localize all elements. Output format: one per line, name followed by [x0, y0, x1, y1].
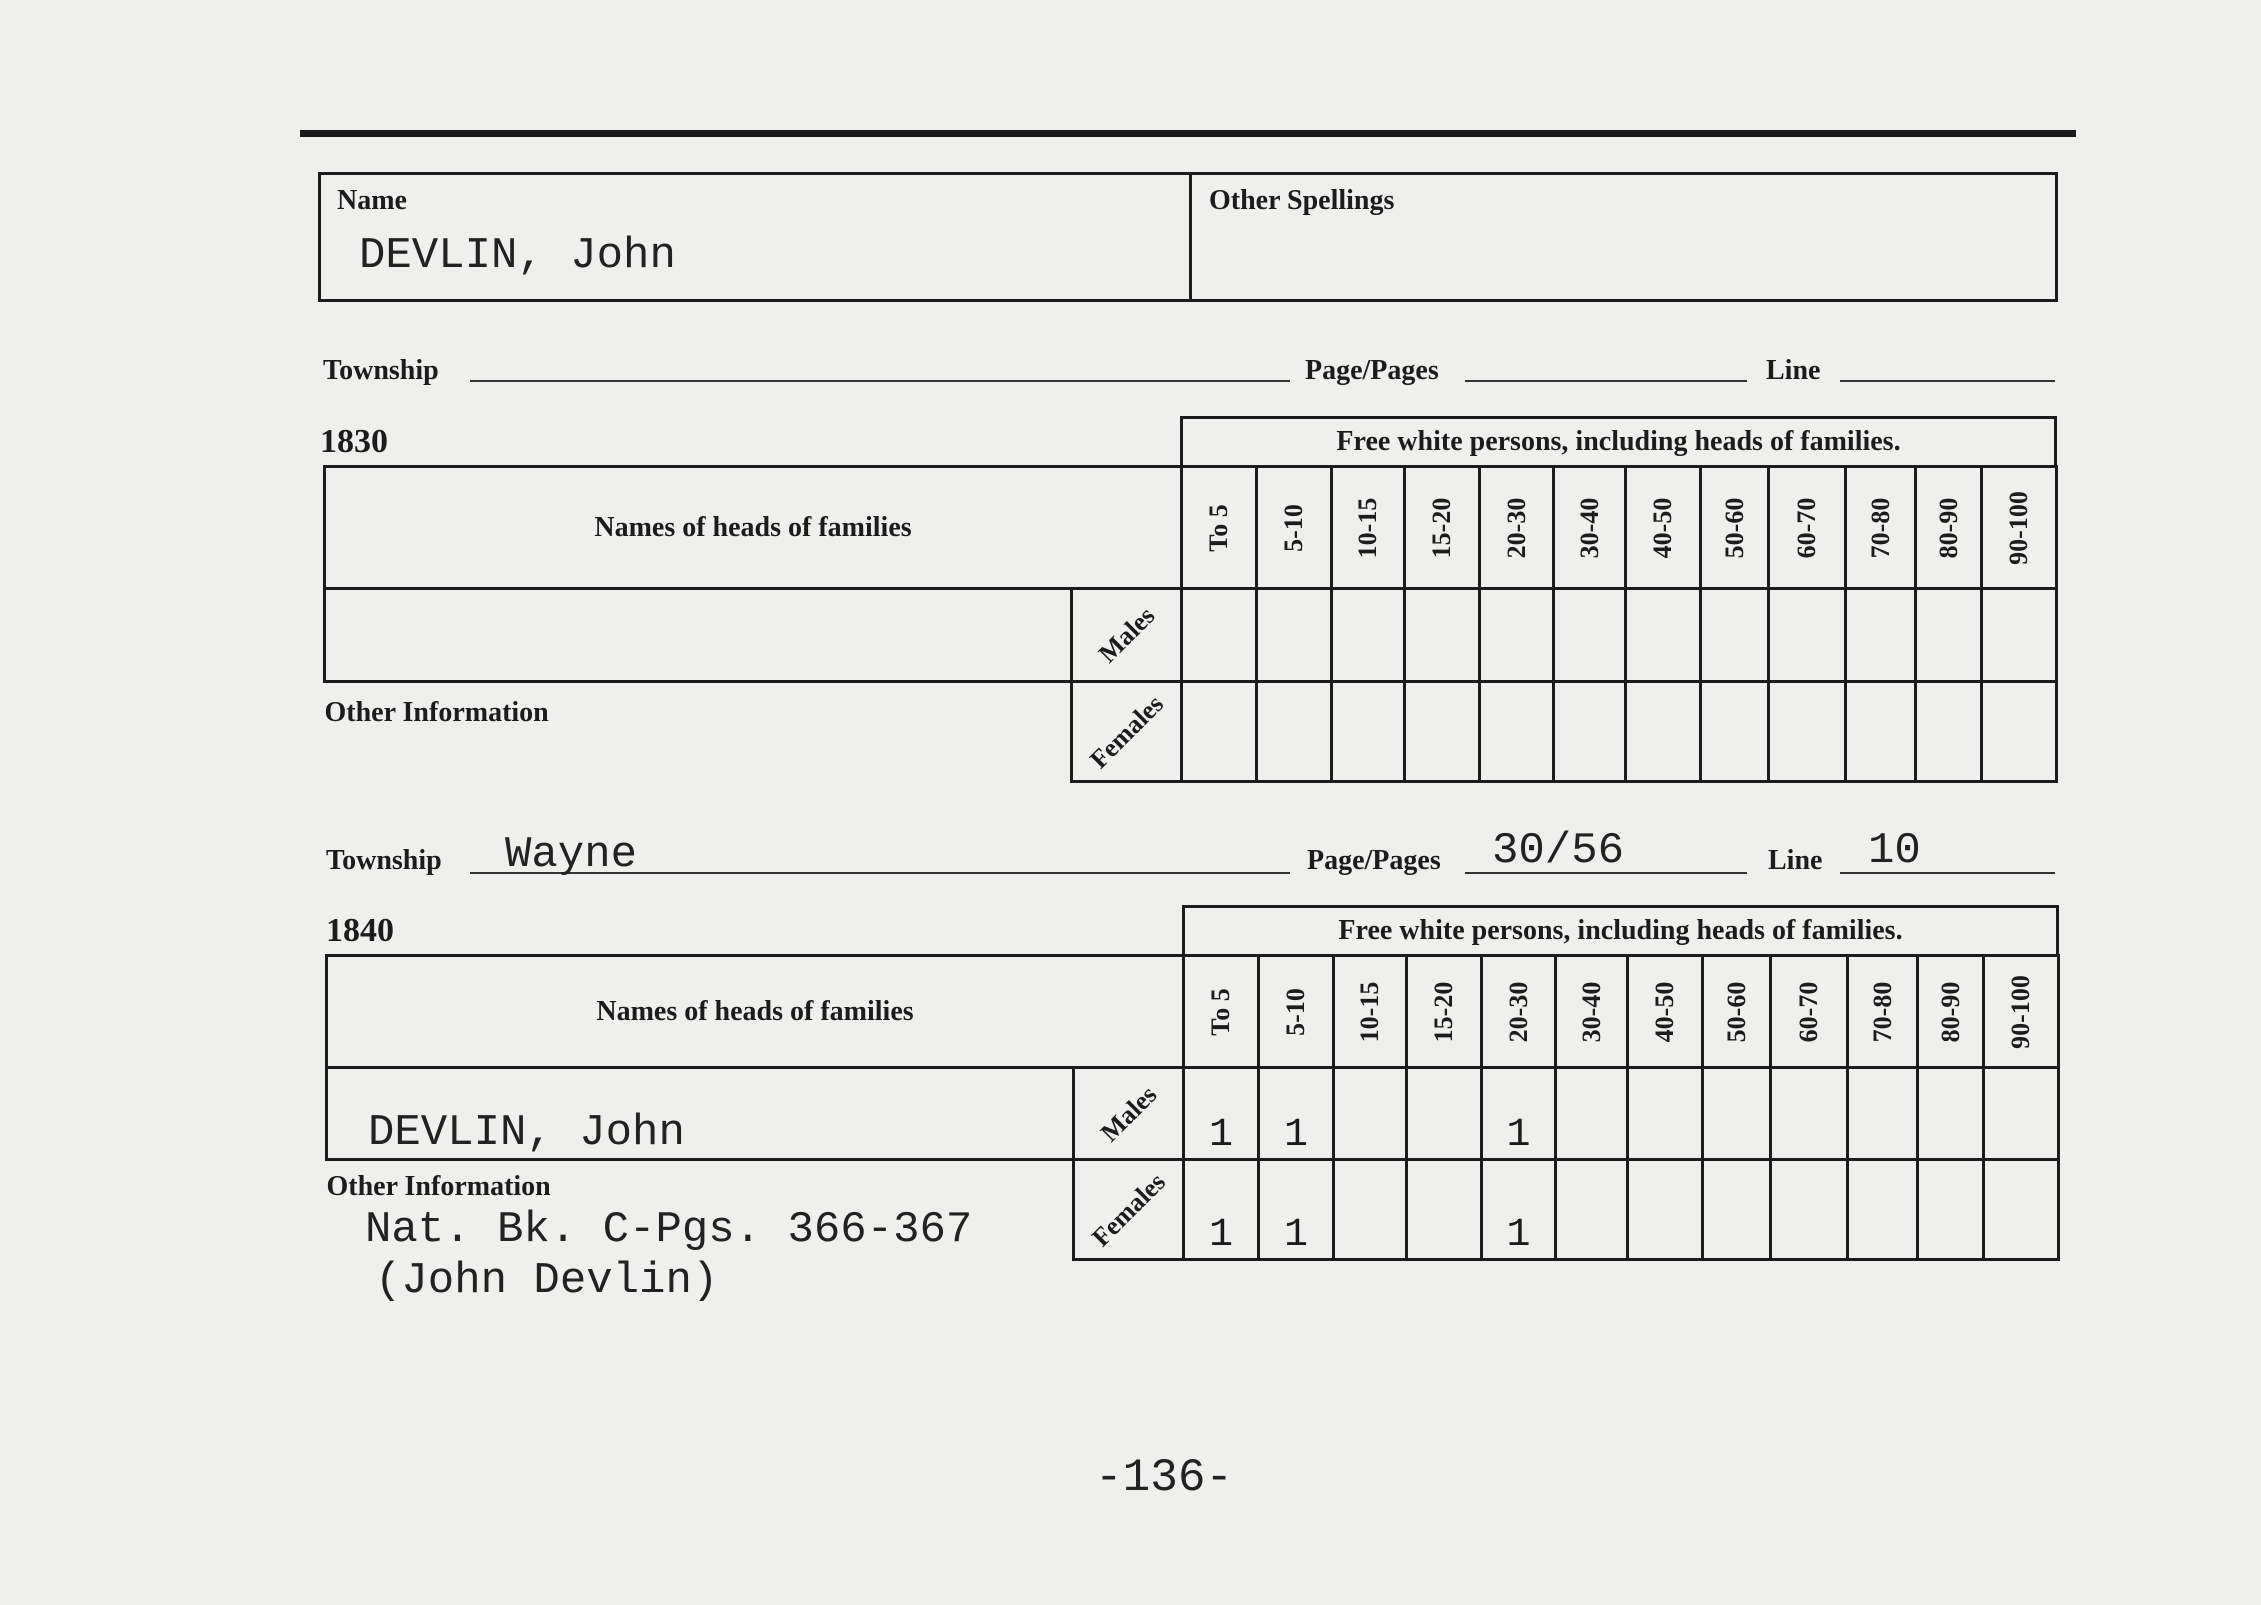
line-label-1840: Line	[1768, 845, 1823, 876]
line-value-1840: 10	[1868, 826, 1921, 876]
age-header-1840	[1848, 956, 1918, 1068]
female-count-cell	[1846, 682, 1916, 782]
age-label: 15-20	[1429, 981, 1458, 1042]
male-count-cell	[1701, 589, 1769, 682]
other-info-label-1830: Other Information	[324, 697, 549, 728]
age-label: 30-40	[1574, 497, 1604, 558]
female-count-cell	[1334, 1160, 1407, 1260]
age-header-1830	[1916, 467, 1982, 589]
age-header-1840	[1984, 956, 2059, 1068]
name-box	[318, 172, 2058, 302]
age-header-1830	[1257, 467, 1332, 589]
names-heads-header-1840	[327, 956, 1184, 1068]
female-count-cell	[1916, 682, 1982, 782]
head-name-cell-1840	[327, 1068, 1074, 1160]
age-header-1830	[1554, 467, 1626, 589]
other-spellings-label: Other Spellings	[1209, 185, 1395, 216]
female-count-cell	[1771, 1160, 1848, 1260]
age-header-1830	[1182, 467, 1257, 589]
age-label: 20-30	[1501, 497, 1531, 558]
female-count-cell	[1259, 1160, 1334, 1260]
line-line-1830	[1840, 380, 2055, 382]
female-count-cell	[1769, 682, 1846, 782]
male-count-cell	[1771, 1068, 1848, 1160]
township-line-1830	[470, 380, 1290, 382]
male-count-cell	[1769, 589, 1846, 682]
female-count-cell	[1257, 682, 1332, 782]
male-count-cell	[1626, 589, 1701, 682]
males-label-1840: Males	[1094, 1079, 1162, 1147]
age-label: 10-15	[1353, 497, 1382, 558]
age-label: 30-40	[1576, 981, 1606, 1042]
age-label: 80-90	[1935, 981, 1965, 1042]
other-info-line-2: (John Devlin)	[375, 1256, 719, 1306]
females-label-1840: Females	[1085, 1166, 1171, 1252]
age-label: 70-80	[1865, 497, 1895, 558]
other-info-cell-1830	[325, 682, 1072, 782]
females-label-1830: Females	[1083, 688, 1169, 774]
age-label: 5-10	[1279, 503, 1308, 552]
age-label: 70-80	[1867, 981, 1897, 1042]
female-count-cell	[1918, 1160, 1984, 1260]
head-name-cell-1830	[325, 589, 1072, 682]
male-count: 1	[1506, 1113, 1531, 1158]
female-count-cell	[1480, 682, 1554, 782]
male-count-cell	[1556, 1068, 1628, 1160]
page-label-1840: Page/Pages	[1307, 845, 1441, 876]
name-value: DEVLIN, John	[359, 231, 676, 281]
female-count: 1	[1506, 1213, 1531, 1258]
age-header-1830	[1701, 467, 1769, 589]
male-count: 1	[1283, 1113, 1308, 1158]
age-header-1830	[1480, 467, 1554, 589]
free-white-header-1840	[1182, 905, 2059, 957]
names-heads-label-1840: Names of heads of families	[596, 995, 914, 1027]
year-1840: 1840	[326, 912, 394, 949]
males-label-1830: Males	[1092, 600, 1160, 669]
page-value-1840: 30/56	[1492, 826, 1625, 876]
age-label: 10-15	[1355, 981, 1384, 1042]
female-count-cell	[1407, 1160, 1482, 1260]
top-rule	[300, 130, 2076, 137]
females-label-cell-1840	[1074, 1160, 1184, 1260]
age-header-1840	[1703, 956, 1771, 1068]
males-label-cell-1840	[1074, 1068, 1184, 1160]
female-count-cell	[1982, 682, 2057, 782]
age-header-1840	[1184, 956, 1259, 1068]
name-box-divider	[1189, 175, 1192, 299]
age-header-1830	[1405, 467, 1480, 589]
male-count-cell	[1554, 589, 1626, 682]
age-label: 50-60	[1719, 497, 1749, 558]
male-count-cell	[1916, 589, 1982, 682]
male-count-cell	[1846, 589, 1916, 682]
male-count-cell	[1257, 589, 1332, 682]
female-count-cell	[1482, 1160, 1556, 1260]
female-count-cell	[1556, 1160, 1628, 1260]
age-header-1840	[1259, 956, 1334, 1068]
age-header-1840	[1407, 956, 1482, 1068]
male-count-cell	[1848, 1068, 1918, 1160]
age-header-1840	[1556, 956, 1628, 1068]
female-count-cell	[1703, 1160, 1771, 1260]
female-count-cell	[1984, 1160, 2059, 1260]
female-count-cell	[1332, 682, 1405, 782]
females-label-cell-1830	[1072, 682, 1182, 782]
male-count-cell	[1184, 1068, 1259, 1160]
township-value-1840: Wayne	[505, 830, 638, 880]
male-count-cell	[1628, 1068, 1703, 1160]
age-label: 60-70	[1792, 497, 1821, 558]
page-label-1830: Page/Pages	[1305, 355, 1439, 386]
free-white-header-1830	[1180, 416, 2057, 468]
line-label-1830: Line	[1766, 355, 1821, 386]
male-count-cell	[1332, 589, 1405, 682]
age-label: 90-100	[2004, 490, 2033, 565]
age-label: 40-50	[1650, 981, 1679, 1042]
age-header-1830	[1332, 467, 1405, 589]
female-count-cell	[1182, 682, 1257, 782]
age-label: To 5	[1206, 987, 1235, 1036]
age-header-1840	[1482, 956, 1556, 1068]
free-white-label-1830: Free white persons, including heads of families.	[1336, 426, 1901, 457]
age-label: 90-100	[2006, 974, 2035, 1049]
age-header-1840	[1918, 956, 1984, 1068]
male-count-cell	[1334, 1068, 1407, 1160]
female-count-cell	[1184, 1160, 1259, 1260]
age-header-1830	[1846, 467, 1916, 589]
free-white-label-1840: Free white persons, including heads of families.	[1338, 915, 1903, 946]
age-label: 40-50	[1648, 497, 1677, 558]
age-label: 50-60	[1721, 981, 1751, 1042]
page-line-1830	[1465, 380, 1747, 382]
male-count-cell	[1703, 1068, 1771, 1160]
male-count: 1	[1208, 1113, 1233, 1158]
age-label: To 5	[1204, 503, 1233, 552]
page-number: -136-	[1095, 1452, 1234, 1504]
male-count-cell	[1982, 589, 2057, 682]
male-count-cell	[1482, 1068, 1556, 1160]
male-count-cell	[1407, 1068, 1482, 1160]
other-info-label-1840: Other Information	[326, 1171, 551, 1202]
male-count-cell	[1182, 589, 1257, 682]
female-count-cell	[1628, 1160, 1703, 1260]
female-count-cell	[1626, 682, 1701, 782]
age-header-1840	[1334, 956, 1407, 1068]
township-label-1830: Township	[323, 355, 439, 386]
names-heads-label-1830: Names of heads of families	[594, 511, 912, 543]
male-count-cell	[1259, 1068, 1334, 1160]
age-label: 20-30	[1503, 981, 1533, 1042]
female-count: 1	[1208, 1213, 1233, 1258]
age-header-1830	[1626, 467, 1701, 589]
male-count-cell	[1405, 589, 1480, 682]
female-count-cell	[1554, 682, 1626, 782]
male-count-cell	[1480, 589, 1554, 682]
name-label: Name	[337, 185, 407, 216]
age-header-1840	[1628, 956, 1703, 1068]
other-info-line-1: Nat. Bk. C-Pgs. 366-367	[365, 1205, 973, 1255]
year-1830: 1830	[320, 423, 388, 460]
female-count-cell	[1405, 682, 1480, 782]
age-header-1830	[1769, 467, 1846, 589]
males-label-cell-1830	[1072, 589, 1182, 682]
female-count-cell	[1848, 1160, 1918, 1260]
female-count: 1	[1283, 1213, 1308, 1258]
head-name-1840: DEVLIN, John	[368, 1108, 685, 1158]
age-label: 80-90	[1933, 497, 1963, 558]
age-label: 15-20	[1427, 497, 1456, 558]
age-header-1840	[1771, 956, 1848, 1068]
age-header-1830	[1982, 467, 2057, 589]
age-label: 5-10	[1281, 987, 1310, 1036]
township-label-1840: Township	[326, 845, 442, 876]
male-count-cell	[1918, 1068, 1984, 1160]
male-count-cell	[1984, 1068, 2059, 1160]
names-heads-header-1830	[325, 467, 1182, 589]
census-table-1830	[323, 465, 2058, 783]
age-label: 60-70	[1794, 981, 1823, 1042]
female-count-cell	[1701, 682, 1769, 782]
